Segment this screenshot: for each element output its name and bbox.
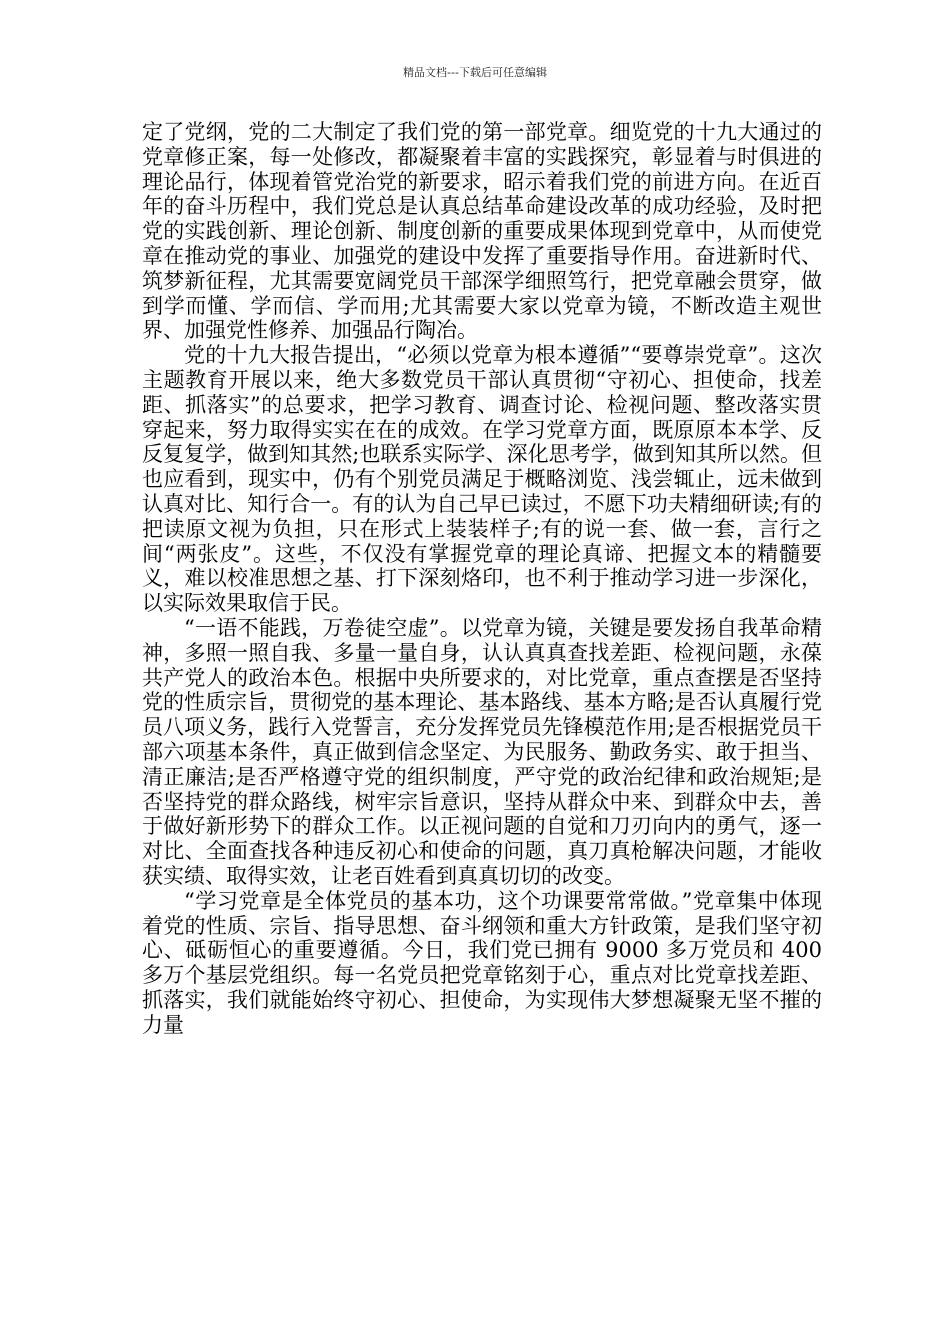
page-header: 精品文档---下载后可任意编辑 (403, 66, 547, 79)
paragraph-4: “学习党章是全体党员的基本功，这个功课要常常做。”党章集中体现着党的性质、宗旨、指导思想、奋斗纲领和重大方针政策，是我们坚守初心、砥砺恒心的重要遵循。今日，我们党已拥有 9000 多万党员和 400 多万个基层党组织。每一名党员把党章铭刻于心，重点对比党章找差距、抓落实，我们就能始终守初心、担使命，为实现伟大梦想凝聚无坚不摧的力量 (142, 888, 822, 1037)
document-body (142, 120, 822, 1037)
paragraph-2: 党的十九大报告提出，“必须以党章为根本遵循”“要尊崇党章”。这次主题教育开展以来，绝大多数党员干部认真贯彻“守初心、担使命，找差距、抓落实”的总要求，把学习教育、调查讨论、检视问题、整改落实贯穿起来，努力取得实实在在的成效。在学习党章方面，既原原本本学、反反复复学，做到知其然;也联系实际学、深化思考学，做到知其所以然。但也应看到，现实中，仍有个别党员满足于概略浏览、浅尝辄止，远未做到认真对比、知行合一。有的认为自己早已读过，不愿下功夫精细研读;有的把读原文视为负担，只在形式上装装样子;有的说一套、做一套，言行之间“两张皮”。这些，不仅没有掌握党章的理论真谛、把握文本的精髓要义，难以校准思想之基、打下深刻烙印，也不利于推动学习进一步深化，以实际效果取信于民。 (142, 343, 822, 616)
paragraph-1: 定了党纲，党的二大制定了我们党的第一部党章。细览党的十九大通过的党章修正案，每一处修改，都凝聚着丰富的实践探究，彰显着与时俱进的理论品行，体现着管党治党的新要求，昭示着我们党的前进方向。在近百年的奋斗历程中，我们党总是认真总结革命建设改革的成功经验，及时把党的实践创新、理论创新、制度创新的重要成果体现到党章中，从而使党章在推动党的事业、加强党的建设中发挥了重要指导作用。奋进新时代、筑梦新征程，尤其需要宽阔党员干部深学细照笃行，把党章融会贯穿，做到学而懂、学而信、学而用;尤其需要大家以党章为镜，不断改造主观世界、加强党性修养、加强品行陶冶。 (142, 120, 822, 343)
paragraph-3: “一语不能践，万卷徒空虚”。以党章为镜，关键是要发扬自我革命精神，多照一照自我、多量一量自身，认认真真查找差距、检视问题，永葆共产党人的政治本色。根据中央所要求的，对比党章，重点查摆是否坚持党的性质宗旨，贯彻党的基本理论、基本路线、基本方略;是否认真履行党员八项义务，践行入党誓言，充分发挥党员先锋模范作用;是否根据党员干部六项基本条件，真正做到信念坚定、为民服务、勤政务实、敢于担当、清正廉洁;是否严格遵守党的组织制度，严守党的政治纪律和政治规矩;是否坚持党的群众路线，树牢宗旨意识，坚持从群众中来、到群众中去，善于做好新形势下的群众工作。以正视问题的自觉和刀刃向内的勇气，逐一对比、全面查找各种违反初心和使命的问题，真刀真枪解决问题，才能收获实绩、取得实效，让老百姓看到真真切切的改变。 (142, 615, 822, 888)
